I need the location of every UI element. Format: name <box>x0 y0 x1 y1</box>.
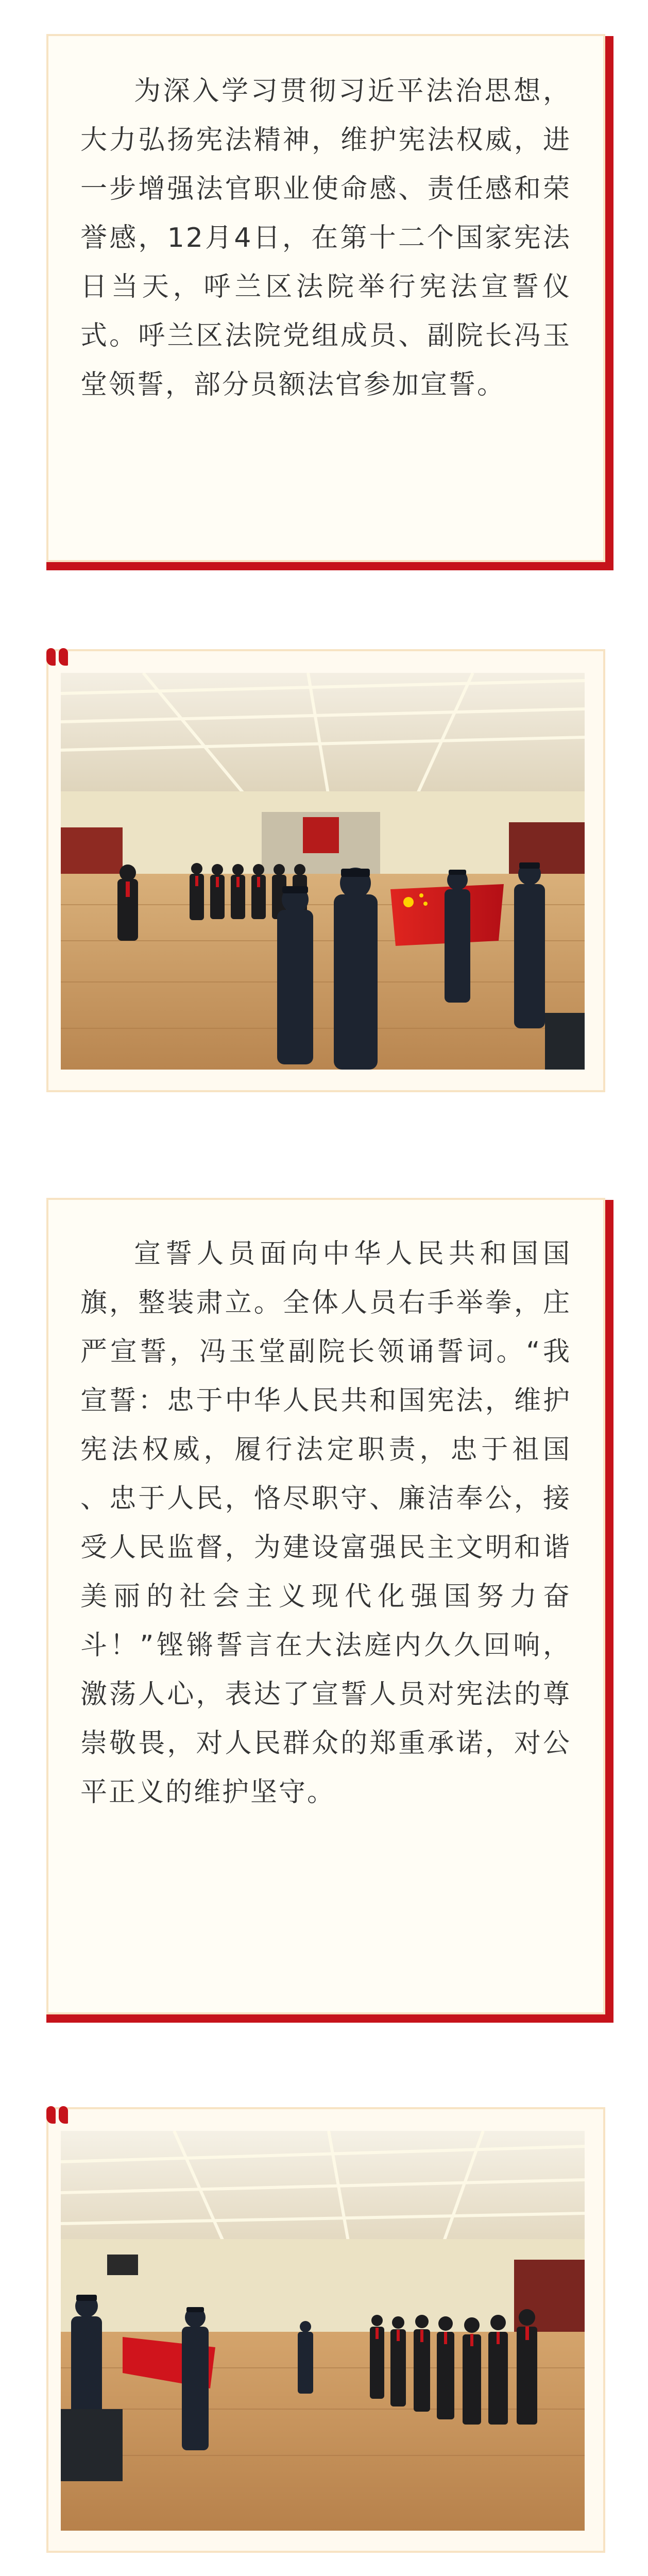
courtroom-scene-illustration <box>61 673 585 1070</box>
oath-ceremony-photo-1 <box>61 673 585 1070</box>
photo-frame-oath-ceremony <box>46 649 605 1092</box>
oath-paragraph: 宣誓人员面向中华人民共和国国旗，整装肃立。全体人员右手举拳，庄严宣誓，冯玉堂副院长领诵誓词。“我宣誓：忠于中华人民共和国宪法，维护宪法权威，履行法定职责，忠于祖国 、忠于人民，恪尽职守、廉洁奉公，接受人民监督，为建设富强民主文明和谐美丽的社会主义现代化强国努力奋斗！”铿锵誓言在大法庭内久久回响，激荡人心，表达了宣誓人员对宪法的尊崇敬畏，对人民群众的郑重承诺，对公平正义的维护坚守。 <box>80 1239 571 1808</box>
quote-icon <box>46 648 71 666</box>
oath-ceremony-photo-2 <box>61 2131 585 2531</box>
courtroom-group-illustration <box>61 2131 585 2531</box>
intro-paragraph: 为深入学习贯彻习近平法治思想，大力弘扬宪法精神，维护宪法权威，进一步增强法官职业使命感、责任感和荣誉感，12月4日，在第十二个国家宪法日当天，呼兰区法院举行宪法宣誓仪式。呼兰区法院党组成员、副院长冯玉堂领誓，部分员额法官参加宣誓。 <box>80 76 571 400</box>
quote-icon <box>46 2106 71 2124</box>
photo-frame-group-oath <box>46 2107 605 2553</box>
oath-text-card <box>46 1198 605 2014</box>
intro-text-card <box>46 34 605 562</box>
